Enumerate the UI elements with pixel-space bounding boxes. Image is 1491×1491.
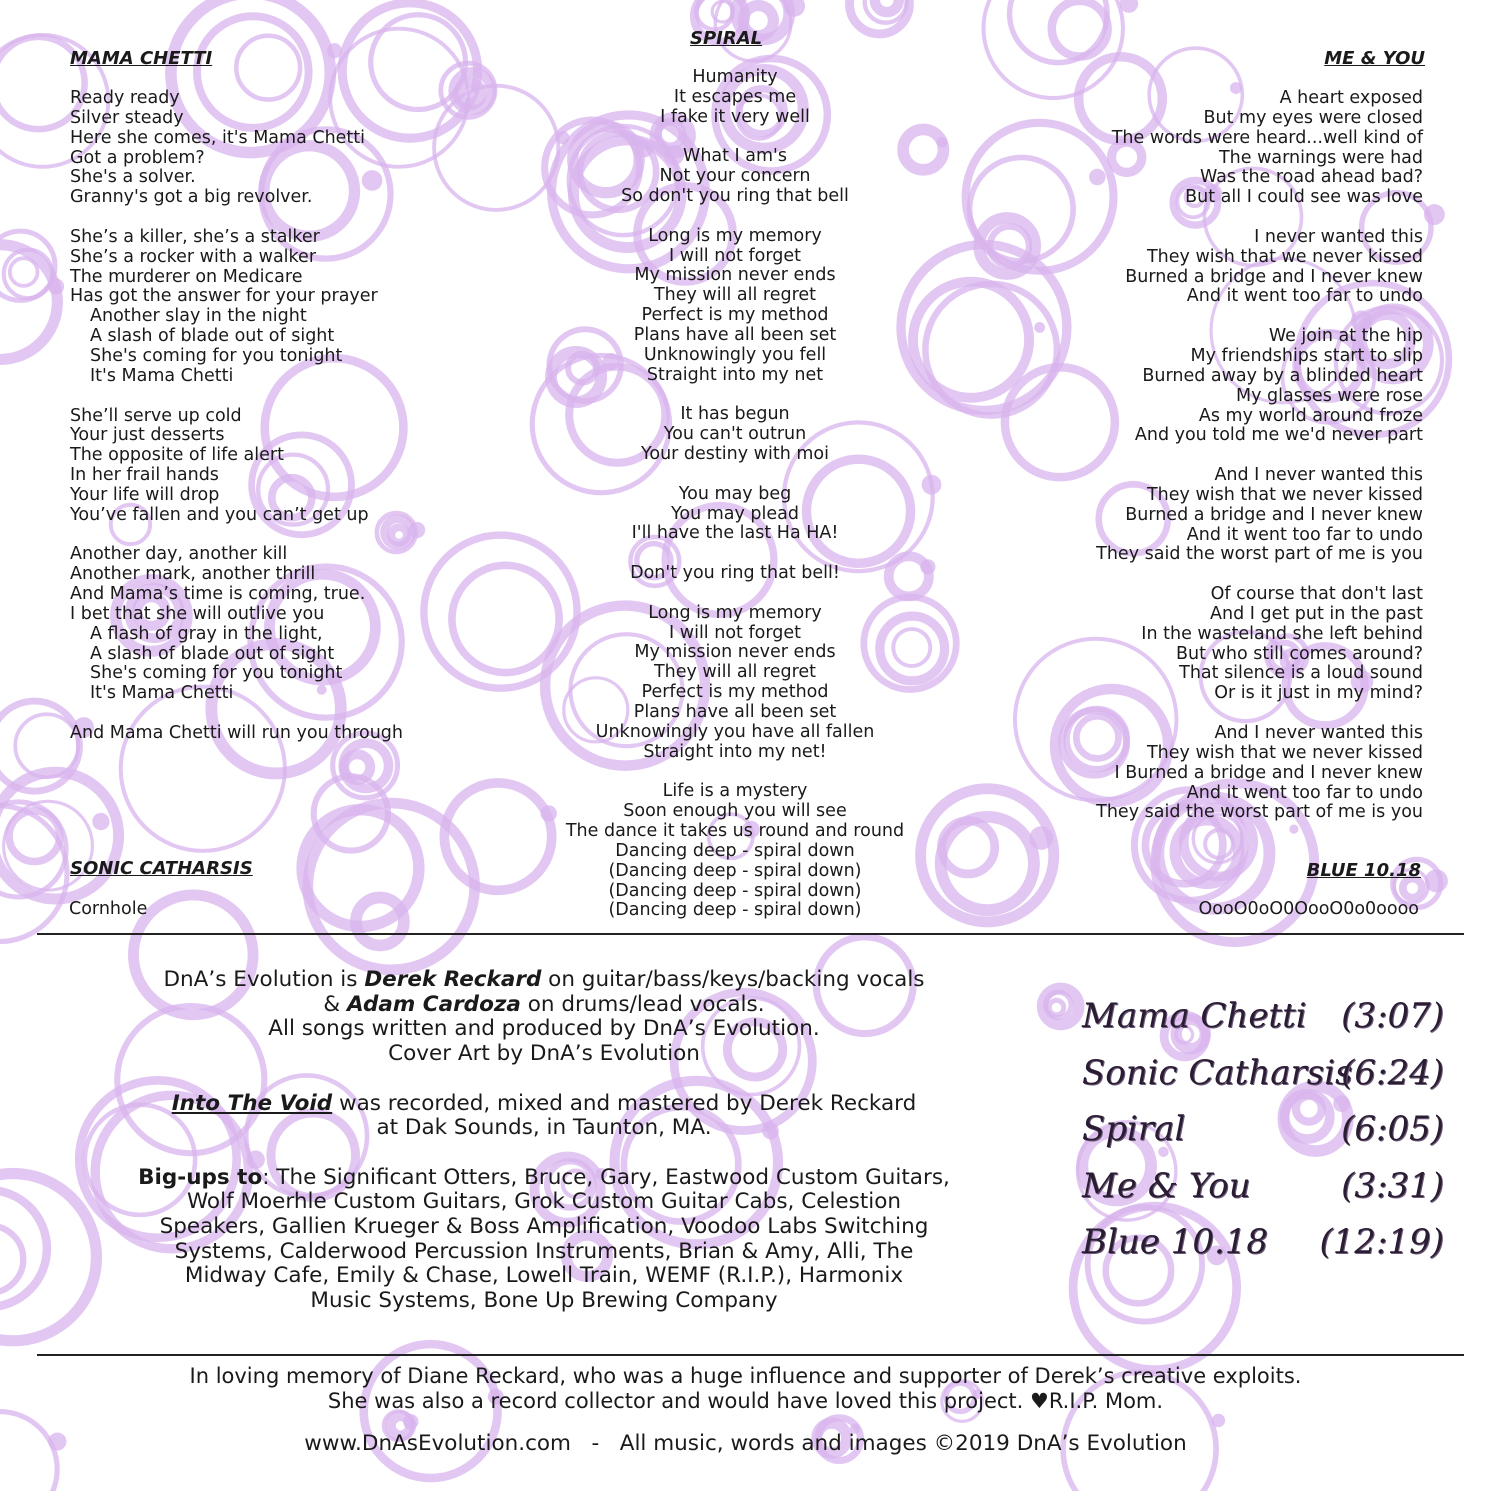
lyric-line: A slash of blade out of sight xyxy=(90,643,335,664)
credits-text: was recorded, mixed and mastered by Derek Reckard xyxy=(332,1090,917,1116)
lyrics-spiral xyxy=(520,68,950,921)
lyrics-me-and-you xyxy=(1096,89,1423,823)
credits-line-cover-art: Cover Art by DnA’s Evolution xyxy=(388,1041,700,1067)
lyric-line: They said the worst part of me is you xyxy=(1096,544,1423,565)
stanza-break xyxy=(1096,704,1423,724)
lyrics-blue: OooO0oO0OooO0o0oooo xyxy=(1198,899,1419,919)
lyric-line: It's Mama Chetti xyxy=(90,683,234,704)
lyric-line: That silence is a loud sound xyxy=(1179,663,1423,684)
divider-bottom xyxy=(37,1354,1464,1356)
memorial-line-1: In loving memory of Diane Reckard, who was a huge influence and supporter of Derek’s creative exploits. xyxy=(189,1364,1302,1388)
lyric-line: But all I could see was love xyxy=(1185,187,1423,208)
track-name: Blue 10.18 xyxy=(1082,1222,1269,1262)
credits-text: on guitar/bass/keys/backing vocals xyxy=(541,967,925,992)
lyric-line: They said the worst part of me is you xyxy=(1096,802,1423,823)
track-duration: (3:31) xyxy=(1341,1165,1444,1206)
lyric-line: I will not forget xyxy=(669,622,801,643)
lyric-line: Another day, another kill xyxy=(70,544,288,565)
stanza-break xyxy=(520,584,950,604)
lyric-line: And Mama’s time is coming, true. xyxy=(70,584,366,605)
lyric-line: And I never wanted this xyxy=(1214,465,1423,486)
lyric-line: And it went too far to undo xyxy=(1186,286,1423,307)
lyric-line: It escapes me xyxy=(673,86,797,107)
lyric-line: Your destiny with moi xyxy=(641,444,829,465)
stanza-break xyxy=(520,763,950,783)
track-list xyxy=(1078,992,1450,1275)
song-title-spiral: SPIRAL xyxy=(690,28,763,49)
lyric-line: Your just desserts xyxy=(70,425,225,446)
memorial-note xyxy=(0,1364,1491,1413)
memorial-line-2: She was also a record collector and would have loved this project. ♥R.I.P. Mom. xyxy=(327,1388,1164,1413)
album-title: Into The Void xyxy=(171,1090,333,1116)
lyric-line: Your life will drop xyxy=(70,484,220,505)
lyric-line: Another mark, another thrill xyxy=(70,564,316,585)
swirl-decoration xyxy=(984,0,1139,98)
credits-line-bigups: Midway Cafe, Emily & Chase, Lowell Train, WEMF (R.I.P.), Harmonix xyxy=(184,1263,904,1289)
swirl-decoration xyxy=(850,0,910,34)
lyric-line: I Burned a bridge and I never knew xyxy=(1114,762,1423,783)
lyric-line: And I get put in the past xyxy=(1210,603,1423,624)
lyric-line: You’ve fallen and you can’t get up xyxy=(70,504,369,525)
stanza-break xyxy=(70,704,403,724)
lyric-line: What I am's xyxy=(683,146,787,167)
credits-line-members-1 xyxy=(38,968,1050,993)
lyric-line: My glasses were rose xyxy=(1235,385,1423,406)
lyric-line: Perfect is my method xyxy=(641,305,829,326)
lyric-line: She's coming for you tonight xyxy=(90,345,343,366)
lyric-line: They wish that we never kissed xyxy=(1146,742,1423,763)
lyric-line: (Dancing deep - spiral down) xyxy=(608,900,862,921)
credits-line-bigups-1 xyxy=(38,1166,1050,1191)
lyric-line: I'll have the last Ha HA! xyxy=(631,523,839,544)
lyrics-mama-chetti xyxy=(70,89,403,744)
lyric-line: She's coming for you tonight xyxy=(90,663,343,684)
lyric-line: Has got the answer for your prayer xyxy=(70,286,378,307)
track-item xyxy=(1078,1105,1450,1162)
lyric-line: My mission never ends xyxy=(634,642,836,663)
credits-text: : The Significant Otters, Bruce, Gary, Eastwood Custom Guitars, xyxy=(262,1164,950,1190)
credits-line-studio: at Dak Sounds, in Taunton, MA. xyxy=(376,1115,712,1141)
lyric-line: It has begun xyxy=(680,404,790,425)
song-title-mama-chetti: MAMA CHETTI xyxy=(70,48,213,69)
lyric-line: A flash of gray in the light, xyxy=(90,623,323,644)
member-name: Derek Reckard xyxy=(364,967,542,992)
lyric-line: You may plead xyxy=(671,503,799,524)
lyric-line: They will all regret xyxy=(653,285,817,306)
lyric-line: They wish that we never kissed xyxy=(1146,246,1423,267)
lyric-line: You can't outrun xyxy=(663,424,807,445)
lyric-line: Or is it just in my mind? xyxy=(1214,683,1423,704)
credits-line-members-2 xyxy=(38,993,1050,1018)
lyric-line: The murderer on Medicare xyxy=(70,266,303,287)
stanza-break xyxy=(1096,307,1423,327)
lyric-line: Ready ready xyxy=(70,88,180,108)
stanza-break xyxy=(520,128,950,148)
lyric-line: And I never wanted this xyxy=(1214,723,1423,743)
divider-top xyxy=(37,933,1464,935)
lyric-line: In the wasteland she left behind xyxy=(1141,623,1423,644)
stanza-break xyxy=(520,207,950,227)
lyric-line: She’s a killer, she’s a stalker xyxy=(70,226,320,247)
song-title-blue: BLUE 10.18 xyxy=(1306,860,1421,881)
lyric-line: (Dancing deep - spiral down) xyxy=(608,860,862,881)
track-duration: (3:07) xyxy=(1341,996,1444,1036)
lyric-line: I never wanted this xyxy=(1254,226,1423,247)
song-title-sonic-catharsis: SONIC CATHARSIS xyxy=(70,858,253,879)
track-name: Sonic Catharsis xyxy=(1082,1052,1353,1093)
lyric-line: The dance it takes us round and round xyxy=(565,821,905,842)
credits-line-bigups: Wolf Moerhle Custom Guitars, Grok Custom Guitar Cabs, Celestion xyxy=(186,1189,902,1215)
lyric-line: Dancing deep - spiral down xyxy=(615,840,855,861)
lyric-line: As my world around froze xyxy=(1198,405,1423,426)
stanza-break xyxy=(520,386,950,406)
lyric-line: A slash of blade out of sight xyxy=(90,326,335,347)
member-name: Adam Cardoza xyxy=(347,991,521,1017)
bigups-label: Big-ups to xyxy=(138,1164,263,1190)
lyric-line: She's a solver. xyxy=(70,167,196,188)
lyric-line: Was the road ahead bad? xyxy=(1200,167,1423,188)
track-item xyxy=(1078,1162,1450,1219)
lyric-line: Plans have all been set xyxy=(633,324,837,345)
copyright-notice: All music, words and images ©2019 DnA’s Evolution xyxy=(619,1431,1187,1456)
stanza-break xyxy=(1096,208,1423,228)
lyric-line: She’ll serve up cold xyxy=(70,405,242,426)
lyric-line: Silver steady xyxy=(70,107,184,128)
lyric-line: They wish that we never kissed xyxy=(1146,484,1423,505)
credits-line-bigups: Speakers, Gallien Krueger & Boss Amplification, Voodoo Labs Switching xyxy=(159,1214,929,1239)
credits-block xyxy=(38,968,1050,1314)
lyric-line: My mission never ends xyxy=(634,265,836,286)
stanza-break xyxy=(70,387,403,407)
stanza-break xyxy=(70,526,403,546)
lyric-line: I will not forget xyxy=(669,245,801,266)
lyric-line: In her frail hands xyxy=(70,465,219,486)
lyric-line: Not your concern xyxy=(659,166,811,187)
lyric-line: The words were heard...well kind of xyxy=(1111,127,1423,148)
lyric-line: Don't you ring that bell! xyxy=(630,563,840,584)
credits-line-written: All songs written and produced by DnA’s Evolution. xyxy=(268,1016,820,1042)
lyric-line: Plans have all been set xyxy=(633,702,837,722)
swirl-decoration xyxy=(0,772,119,899)
track-item xyxy=(1078,1218,1450,1275)
lyric-line: And you told me we'd never part xyxy=(1134,425,1423,446)
lyric-line: Soon enough you will see xyxy=(623,801,847,822)
lyric-line: You may beg xyxy=(678,483,792,504)
lyric-line: Long is my memory xyxy=(648,225,822,246)
stanza-break xyxy=(520,465,950,485)
lyric-line: I fake it very well xyxy=(660,106,810,127)
lyric-line: So don't you ring that bell xyxy=(621,186,849,207)
website-link[interactable]: www.DnAsEvolution.com xyxy=(304,1431,571,1456)
lyric-line: She’s a rocker with a walker xyxy=(70,246,317,267)
lyric-line: It's Mama Chetti xyxy=(90,365,234,386)
track-duration: (6:24) xyxy=(1341,1052,1444,1093)
footer xyxy=(0,1431,1491,1456)
lyric-line: But who still comes around? xyxy=(1176,643,1423,664)
credits-text: DnA’s Evolution is xyxy=(163,967,365,992)
lyric-line: Life is a mystery xyxy=(662,781,808,802)
lyric-line: Burned a bridge and I never knew xyxy=(1125,266,1423,287)
lyrics-sonic-catharsis: Cornhole xyxy=(69,899,148,919)
lyric-line: Got a problem? xyxy=(70,147,205,168)
credits-line-bigups: Systems, Calderwood Percussion Instruments, Brian & Amy, Alli, The xyxy=(174,1238,914,1264)
footer-separator: - xyxy=(570,1431,620,1456)
lyric-line: But my eyes were closed xyxy=(1203,107,1423,128)
track-name: Spiral xyxy=(1082,1109,1186,1149)
track-name: Me & You xyxy=(1082,1165,1251,1206)
stanza-break xyxy=(70,208,403,228)
stanza-break xyxy=(1096,446,1423,466)
lyric-line: Of course that don't last xyxy=(1210,584,1423,605)
lyric-line: And it went too far to undo xyxy=(1186,524,1423,545)
lyric-line: The opposite of life alert xyxy=(70,445,284,466)
lyric-line: A heart exposed xyxy=(1279,88,1423,108)
track-name: Mama Chetti xyxy=(1082,996,1307,1036)
lyric-line: Unknowingly you have all fallen xyxy=(595,721,875,742)
lyric-line: Burned away by a blinded heart xyxy=(1142,365,1423,386)
lyric-line: Burned a bridge and I never knew xyxy=(1125,504,1423,525)
track-duration: (12:19) xyxy=(1319,1222,1444,1262)
lyric-line: Granny's got a big revolver. xyxy=(70,187,313,208)
stanza-break xyxy=(1096,565,1423,585)
track-item xyxy=(1078,1049,1450,1106)
lyric-line: And it went too far to undo xyxy=(1186,782,1423,803)
lyric-line: (Dancing deep - spiral down) xyxy=(608,880,862,901)
lyric-line: Long is my memory xyxy=(648,602,822,623)
lyric-line: Unknowingly you fell xyxy=(643,344,827,365)
track-item xyxy=(1078,992,1450,1049)
lyric-line: They will all regret xyxy=(653,662,817,683)
lyric-line: Here she comes, it's Mama Chetti xyxy=(70,127,366,148)
track-duration: (6:05) xyxy=(1341,1109,1444,1149)
lyric-line: Perfect is my method xyxy=(641,682,829,703)
credits-line-bigups: Music Systems, Bone Up Brewing Company xyxy=(310,1288,778,1314)
lyric-line: Straight into my net xyxy=(646,364,824,385)
lyric-line: We join at the hip xyxy=(1268,326,1423,347)
credits-text: & xyxy=(323,991,348,1017)
credits-text: on drums/lead vocals. xyxy=(520,991,765,1017)
spacer xyxy=(38,1067,1050,1092)
credits-line-recorded xyxy=(38,1092,1050,1117)
lyric-line: My friendships start to slip xyxy=(1190,345,1423,366)
spacer xyxy=(38,1141,1050,1166)
lyric-line: And Mama Chetti will run you through xyxy=(70,723,403,743)
lyric-line: The warnings were had xyxy=(1218,147,1423,168)
lyric-line: I bet that she will outlive you xyxy=(70,603,325,624)
lyric-line: Another slay in the night xyxy=(90,306,307,327)
song-title-me-and-you: ME & YOU xyxy=(1324,48,1425,69)
lyric-line: Straight into my net! xyxy=(643,741,827,762)
lyric-line: Humanity xyxy=(692,67,778,87)
stanza-break xyxy=(520,544,950,564)
